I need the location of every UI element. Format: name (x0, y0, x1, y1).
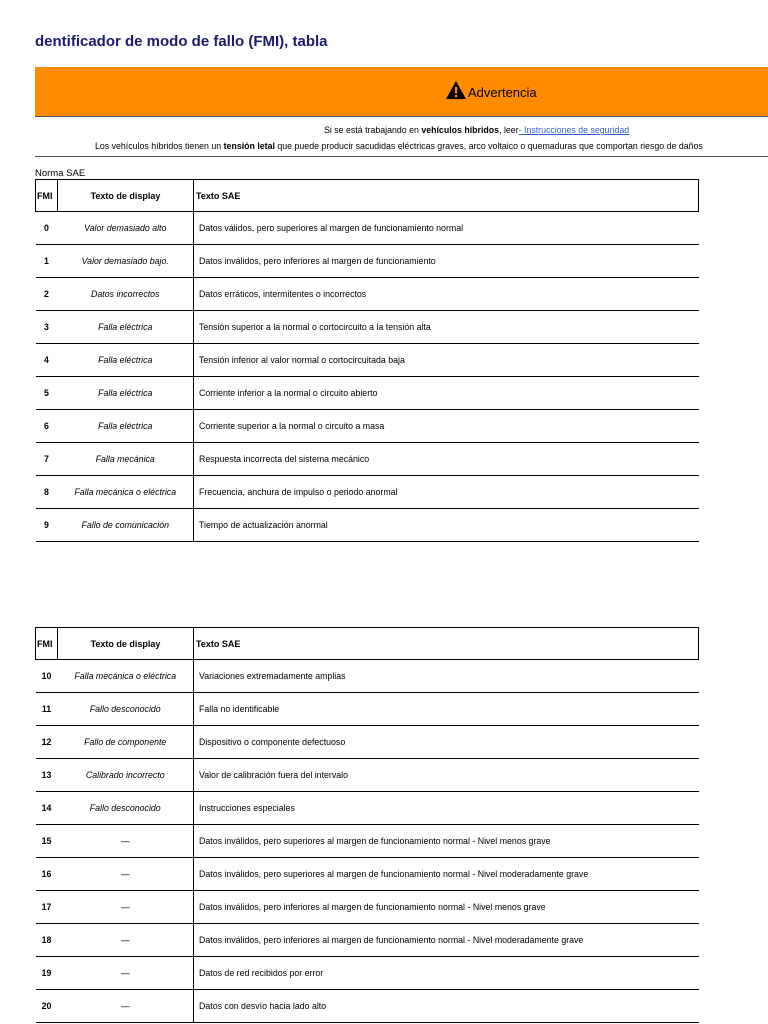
table-row (36, 693, 699, 726)
divider (35, 156, 768, 157)
fmi-code: 20 (36, 990, 58, 1023)
fmi-code: 14 (36, 792, 58, 825)
fmi-code: 8 (36, 476, 58, 509)
fmi-code: 3 (36, 311, 58, 344)
fmi-code: 6 (36, 410, 58, 443)
table-row (36, 509, 699, 542)
sae-text: Datos inválidos, pero superiores al margen de funcionamiento normal - Nivel moderadamente grave (194, 858, 699, 891)
display-text: Falla eléctrica (58, 344, 194, 377)
table-row (36, 212, 699, 245)
fmi-code: 5 (36, 377, 58, 410)
sae-text: Valor de calibración fuera del intervalo (194, 759, 699, 792)
notice-text: , leer (499, 125, 519, 135)
hybrid-notice-line-1 (324, 125, 629, 135)
sae-text: Datos de red recibidos por error (194, 957, 699, 990)
table-header-row (36, 628, 699, 660)
table-row (36, 245, 699, 278)
display-text: Fallo desconocido (58, 792, 194, 825)
fmi-code: 1 (36, 245, 58, 278)
display-text: — (58, 990, 194, 1023)
fmi-code: 0 (36, 212, 58, 245)
table-row (36, 443, 699, 476)
fmi-code: 19 (36, 957, 58, 990)
table-row (36, 377, 699, 410)
fmi-code: 12 (36, 726, 58, 759)
sae-text: Instrucciones especiales (194, 792, 699, 825)
fmi-table-1 (35, 179, 699, 542)
sae-text: Datos erráticos, intermitentes o incorrectos (194, 278, 699, 311)
notice-bold: tensión letal (223, 141, 275, 151)
fmi-code: 11 (36, 693, 58, 726)
header-fmi: FMI (36, 628, 58, 660)
table-row (36, 410, 699, 443)
notice-bold: vehículos híbridos (421, 125, 500, 135)
display-text: Fallo desconocido (58, 693, 194, 726)
display-text: Falla mecánica o eléctrica (58, 476, 194, 509)
display-text: Falla mecánica (58, 443, 194, 476)
table-row (36, 476, 699, 509)
fmi-code: 15 (36, 825, 58, 858)
notice-text: que puede producir sacudidas eléctricas graves, arco voltaico o quemaduras que comportan riesgo de daños (274, 141, 703, 151)
fmi-code: 16 (36, 858, 58, 891)
header-fmi: FMI (36, 180, 58, 212)
display-text: Fallo de comunicación (58, 509, 194, 542)
display-text: — (58, 825, 194, 858)
display-text: Valor demasiado alto (58, 212, 194, 245)
display-text: Fallo de componente (58, 726, 194, 759)
sae-text: Datos con desvío hacia lado alto (194, 990, 699, 1023)
table-row (36, 990, 699, 1023)
warning-label: Advertencia (468, 85, 537, 100)
table-row (36, 792, 699, 825)
sae-text: Datos inválidos, pero inferiores al margen de funcionamiento normal - Nivel moderadamente grave (194, 924, 699, 957)
table-row (36, 957, 699, 990)
fmi-code: 9 (36, 509, 58, 542)
display-text: — (58, 957, 194, 990)
display-text: Falla eléctrica (58, 410, 194, 443)
display-text: Calibrado incorrecto (58, 759, 194, 792)
fmi-code: 4 (36, 344, 58, 377)
sae-text: Falla no identificable (194, 693, 699, 726)
sae-text: Tensión inferior al valor normal o cortocircuitada baja (194, 344, 699, 377)
hybrid-notice-line-2 (95, 141, 703, 151)
table-row (36, 278, 699, 311)
fmi-table-2 (35, 627, 699, 1023)
fmi-code: 7 (36, 443, 58, 476)
sae-text: Respuesta incorrecta del sistema mecánico (194, 443, 699, 476)
table-row (36, 344, 699, 377)
sae-text: Variaciones extremadamente amplias (194, 660, 699, 693)
table-header-row (36, 180, 699, 212)
table-row (36, 891, 699, 924)
sae-text: Tensión superior a la normal o cortocircuito a la tensión alta (194, 311, 699, 344)
header-display: Texto de display (58, 180, 194, 212)
sae-text: Corriente superior a la normal o circuito a masa (194, 410, 699, 443)
display-text: — (58, 858, 194, 891)
display-text: Falla eléctrica (58, 377, 194, 410)
display-text: Falla eléctrica (58, 311, 194, 344)
fmi-code: 10 (36, 660, 58, 693)
safety-instructions-link[interactable]: - Instrucciones de seguridad (518, 125, 630, 135)
divider (35, 116, 768, 117)
table-row (36, 858, 699, 891)
sae-text: Datos inválidos, pero inferiores al margen de funcionamiento (194, 245, 699, 278)
display-text: — (58, 891, 194, 924)
display-text: Valor demasiado bajo. (58, 245, 194, 278)
table-row (36, 825, 699, 858)
table-row (36, 311, 699, 344)
table-row (36, 924, 699, 957)
table-row (36, 726, 699, 759)
sae-text: Frecuencia, anchura de impulso o periodo anormal (194, 476, 699, 509)
table-row (36, 759, 699, 792)
fmi-code: 18 (36, 924, 58, 957)
table-row (36, 660, 699, 693)
header-sae: Texto SAE (194, 628, 699, 660)
notice-text: Si se está trabajando en (324, 125, 422, 135)
fmi-code: 13 (36, 759, 58, 792)
notice-text: Los vehículos híbridos tienen un (95, 141, 224, 151)
sae-text: Datos válidos, pero superiores al margen de funcionamiento normal (194, 212, 699, 245)
warning-icon (445, 80, 467, 100)
fmi-code: 2 (36, 278, 58, 311)
warning-banner (35, 67, 768, 116)
sae-text: Tiempo de actualización anormal (194, 509, 699, 542)
header-display: Texto de display (58, 628, 194, 660)
display-text: Falla mecánica o eléctrica (58, 660, 194, 693)
sae-text: Datos inválidos, pero inferiores al margen de funcionamiento normal - Nivel menos grave (194, 891, 699, 924)
page-title: dentificador de modo de fallo (FMI), tabla (35, 33, 328, 50)
fmi-code: 17 (36, 891, 58, 924)
display-text: Datos incorrectos (58, 278, 194, 311)
header-sae: Texto SAE (194, 180, 699, 212)
sae-text: Corriente inferior a la normal o circuito abierto (194, 377, 699, 410)
sae-text: Datos inválidos, pero superiores al margen de funcionamiento normal - Nivel menos grave (194, 825, 699, 858)
display-text: — (58, 924, 194, 957)
warning-content (445, 80, 537, 100)
sae-text: Dispositivo o componente defectuoso (194, 726, 699, 759)
norma-label: Norma SAE (35, 168, 86, 179)
